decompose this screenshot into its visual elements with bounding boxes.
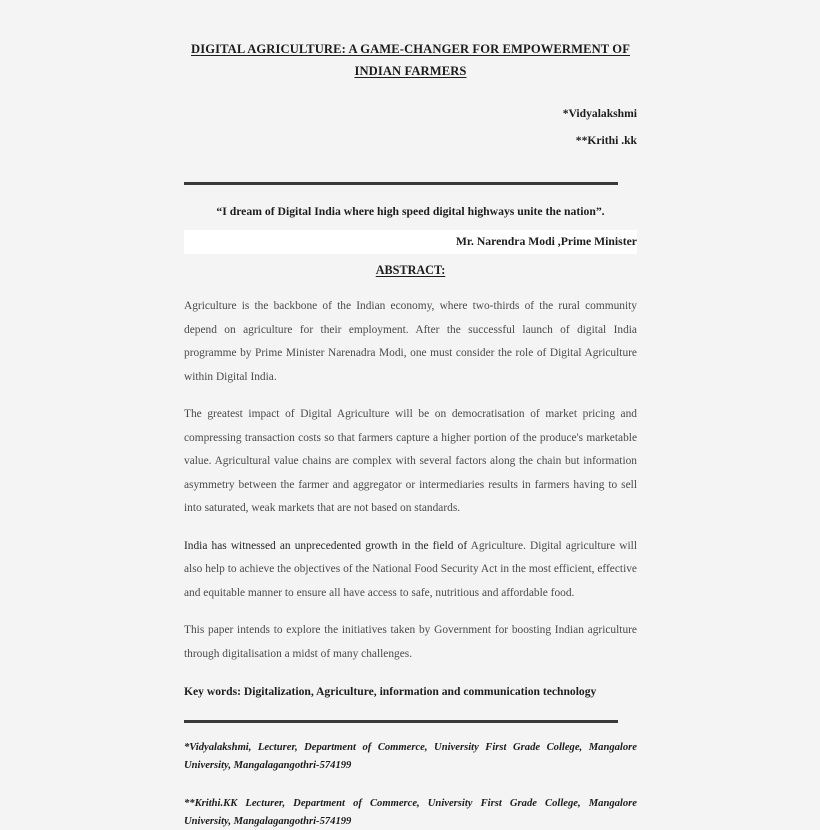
footnote-primary-author: *Vidyalakshmi, Lecturer, Department of Commerce, University First Grade College, Mangalore University, Mangalagangothri-574199	[184, 742, 637, 771]
abstract-paragraph-1-text: Agriculture is the backbone of the Indian economy, where two-thirds of the rural community depend on agriculture for their employment. After the successful launch of digital India programme by Prime Minister Narenadra Modi, one must consider the role of Digital Agriculture within Digital India.	[184, 300, 637, 383]
abstract-paragraph-1	[184, 280, 637, 389]
footnote-secondary-author: **Krithi.KK Lecturer, Department of Commerce, University First Grade College, Mangalore University, Mangalagangothri-574199	[184, 798, 637, 827]
abstract-paragraph-3-lead: India has witnessed an unprecedented growth in the field of	[184, 539, 471, 552]
epigraph-attribution: Mr. Narendra Modi ,Prime Minister	[184, 230, 637, 254]
document-content-column	[184, 0, 637, 830]
abstract-heading-label: ABSTRACT:	[375, 263, 446, 277]
page-title-line-1: DIGITAL AGRICULTURE: A GAME-CHANGER FOR EMPOWERMENT OF	[191, 42, 630, 56]
author-name-primary: *Vidyalakshmi	[562, 107, 637, 120]
abstract-paragraph-3	[184, 521, 637, 606]
abstract-paragraph-4-text: This paper intends to explore the initiatives taken by Government for boosting Indian agriculture through digitalisation a midst of many challenges.	[184, 624, 637, 660]
author-name-secondary: **Krithi .kk	[575, 134, 637, 147]
abstract-heading	[184, 254, 637, 280]
abstract-paragraph-4	[184, 605, 637, 666]
page-title	[184, 0, 637, 82]
page-title-line-2: INDIAN FARMERS	[354, 64, 467, 78]
abstract-paragraph-3-text: Agriculture. Digital agriculture will also help to achieve the objectives of the National Food Security Act in the most efficient, effective and equitable manner to ensure all have access to safe, nutritious and affordable food.	[184, 539, 637, 599]
epigraph-quote: “I dream of Digital India where high speed digital highways unite the nation”.	[216, 205, 605, 218]
author-list	[184, 82, 637, 154]
keywords-line: Key words: Digitalization, Agriculture, information and communication technology	[184, 685, 597, 698]
abstract-paragraph-2-text: The greatest impact of Digital Agriculture will be on democratisation of market pricing and compressing transaction costs so that farmers capture a higher portion of the produce's marketable value. Agricultural value chains are complex with several factors along the chain but information asymmetry between the farmer and aggregator or intermediaries results in farmers having to sell into saturated, weak markets that are not based on standards.	[184, 408, 637, 514]
abstract-paragraph-2	[184, 389, 637, 521]
